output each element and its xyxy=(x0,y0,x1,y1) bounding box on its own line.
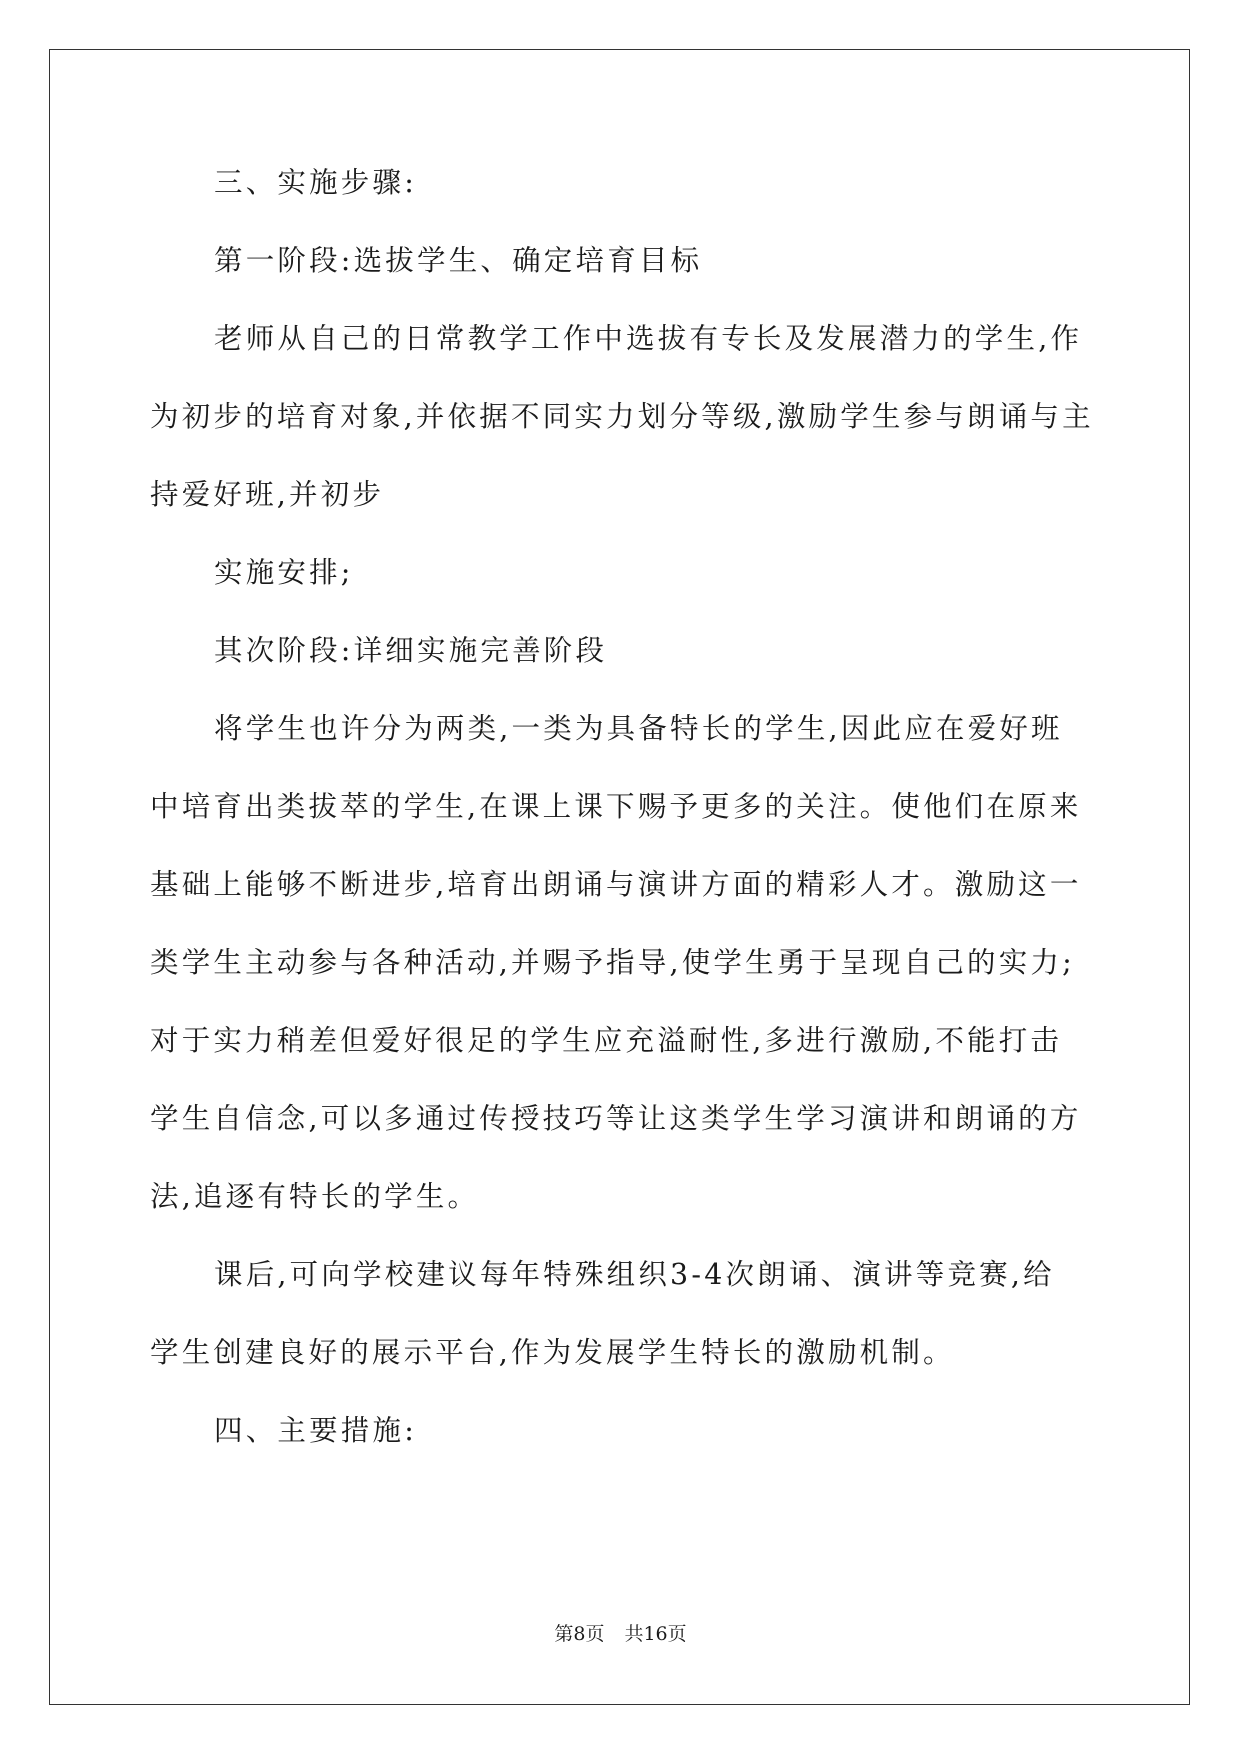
page-number: 第8页 xyxy=(554,1623,605,1645)
section-heading: 四、主要措施: xyxy=(214,1414,418,1447)
paragraph-line: 学生自信念,可以多通过传授技巧等让这类学生学习演讲和朗诵的方 xyxy=(150,1102,1082,1135)
paragraph-line: 对于实力稍差但爱好很足的学生应充溢耐性,多进行激励,不能打击 xyxy=(150,1024,1063,1057)
paragraph-line: 实施安排; xyxy=(214,556,354,589)
paragraph-line: 将学生也许分为两类,一类为具备特长的学生,因此应在爱好班 xyxy=(214,712,1063,745)
paragraph-line: 中培育出类拔萃的学生,在课上课下赐予更多的关注。使他们在原来 xyxy=(150,790,1082,823)
paragraph-line: 基础上能够不断进步,培育出朗诵与演讲方面的精彩人才。激励这一 xyxy=(150,868,1082,901)
page-footer xyxy=(0,1622,1241,1646)
document-body xyxy=(150,163,1110,1451)
section-heading: 三、实施步骤: xyxy=(214,166,418,199)
paragraph-line: 学生创建良好的展示平台,作为发展学生特长的激励机制。 xyxy=(150,1336,955,1369)
paragraph-line: 持爱好班,并初步 xyxy=(150,478,385,511)
page-total: 共16页 xyxy=(624,1623,687,1645)
paragraph-line: 法,追逐有特长的学生。 xyxy=(150,1180,480,1213)
paragraph-line: 为初步的培育对象,并依据不同实力划分等级,激励学生参与朗诵与主 xyxy=(150,400,1094,433)
stage-heading: 其次阶段:详细实施完善阶段 xyxy=(214,634,608,667)
paragraph-line: 老师从自己的日常教学工作中选拔有专长及发展潜力的学生,作 xyxy=(214,322,1083,355)
paragraph-line: 课后,可向学校建议每年特殊组织3-4次朗诵、演讲等竞赛,给 xyxy=(214,1258,1055,1291)
stage-heading: 第一阶段:选拔学生、确定培育目标 xyxy=(214,244,703,277)
paragraph-line: 类学生主动参与各种活动,并赐予指导,使学生勇于呈现自己的实力; xyxy=(150,946,1075,979)
